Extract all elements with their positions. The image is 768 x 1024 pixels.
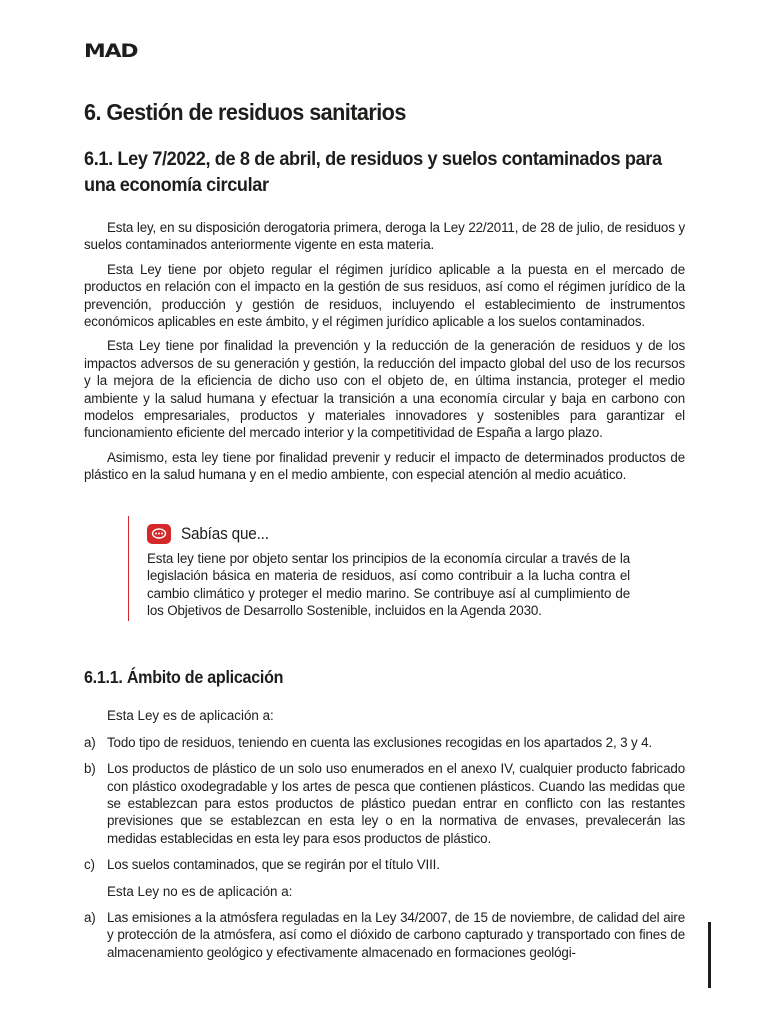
section-6-1-1 <box>84 665 685 961</box>
section-6-1-body <box>84 219 685 484</box>
list-marker: a) <box>84 734 96 750</box>
list-item <box>84 760 685 847</box>
paragraph: Esta Ley tiene por finalidad la prevención y la reducción de la generación de residuos y de los impactos adversos de su generación y gestión, la reducción del impacto global del uso de los recursos y la mejora de la eficiencia de dicho uso con el objeto de, en última instancia, proteger el medio ambiente y la salud humana y efectuar la transición a una economía circular y baja en carbono con modelos empresariales, productos y materiales innovadores y sostenibles para garantizar el funcionamiento eficiente del mercado interior y la competitividad de España a largo plazo. <box>84 338 685 441</box>
callout-header <box>147 524 630 544</box>
exclusions-list <box>84 909 685 961</box>
page-content <box>84 96 685 970</box>
chapter-title: 6. Gestión de residuos sanitarios <box>84 99 406 125</box>
scope-intro: Esta Ley es de aplicación a: <box>107 708 274 724</box>
scope-list <box>84 734 685 874</box>
chat-bubble-icon <box>147 524 171 544</box>
page-edge-marker <box>708 922 711 988</box>
list-item <box>84 856 685 873</box>
paragraph: Esta ley, en su disposición derogatoria primera, deroga la Ley 22/2011, de 28 de julio, de residuos y suelos contaminados anteriormente vigente en esta materia. <box>84 220 685 253</box>
list-marker: a) <box>84 909 96 925</box>
exclusions-intro: Esta Ley no es de aplicación a: <box>107 883 293 899</box>
section-heading-6-1: 6.1. Ley 7/2022, de 8 de abril, de residuos y suelos contaminados para una economía circular <box>84 148 662 196</box>
list-item-text: Las emisiones a la atmósfera reguladas en la Ley 34/2007, de 15 de noviembre, de calidad del aire y protección de la atmósfera, así como el dióxido de carbono capturado y transportado con fines de almacenamiento geológico y efectivamente almacenado en formaciones geológi- <box>107 909 685 960</box>
paragraph: Asimismo, esta ley tiene por finalidad prevenir y reducir el impacto de determinados productos de plástico en la salud humana y en el medio ambiente, con especial atención al medio acuático. <box>84 449 685 483</box>
did-you-know-callout <box>128 516 630 622</box>
list-item <box>84 734 685 751</box>
list-item-text: Todo tipo de residuos, teniendo en cuenta las exclusiones recogidas en los apartados 2, 3 y 4. <box>107 734 652 750</box>
list-marker: c) <box>84 857 95 873</box>
publisher-logo: MAD <box>84 40 138 62</box>
list-item-text: Los productos de plástico de un solo uso enumerados en el anexo IV, cualquier producto fabricado con plástico oxodegradable y los artes de pesca que contienen plásticos. Cuando las medidas que se establezcan para estos productos de plástico puedan entrar en conflicto con las restantes previsiones que se establezcan en esta ley o en la normativa de envases, prevalecerán las medidas establecidas en esta ley para esos productos de plástico. <box>107 761 685 846</box>
list-marker: b) <box>84 761 96 777</box>
callout-title: Sabías que... <box>181 523 269 543</box>
section-heading-6-1-1: 6.1.1. Ámbito de aplicación <box>84 667 284 688</box>
list-item-text: Los suelos contaminados, que se regirán por el título VIII. <box>107 857 440 873</box>
callout-text: Esta ley tiene por objeto sentar los principios de la economía circular a través de la legislación básica en materia de residuos, así como contribuir a la lucha contra el cambio climático y proteger el medio marino. Se contribuye así al cumplimiento de los Objetivos de Desarrollo Sostenible, incluidos en la Agenda 2030. <box>147 550 630 618</box>
paragraph: Esta Ley tiene por objeto regular el régimen jurídico aplicable a la puesta en el mercado de productos en relación con el impacto en la gestión de sus residuos, así como el régimen jurídico de la prevención, producción y gestión de residuos, incluyendo el establecimiento de instrumentos económicos aplicables en este ámbito, y el régimen jurídico aplicable a los suelos contaminados. <box>84 261 685 330</box>
list-item <box>84 909 685 961</box>
